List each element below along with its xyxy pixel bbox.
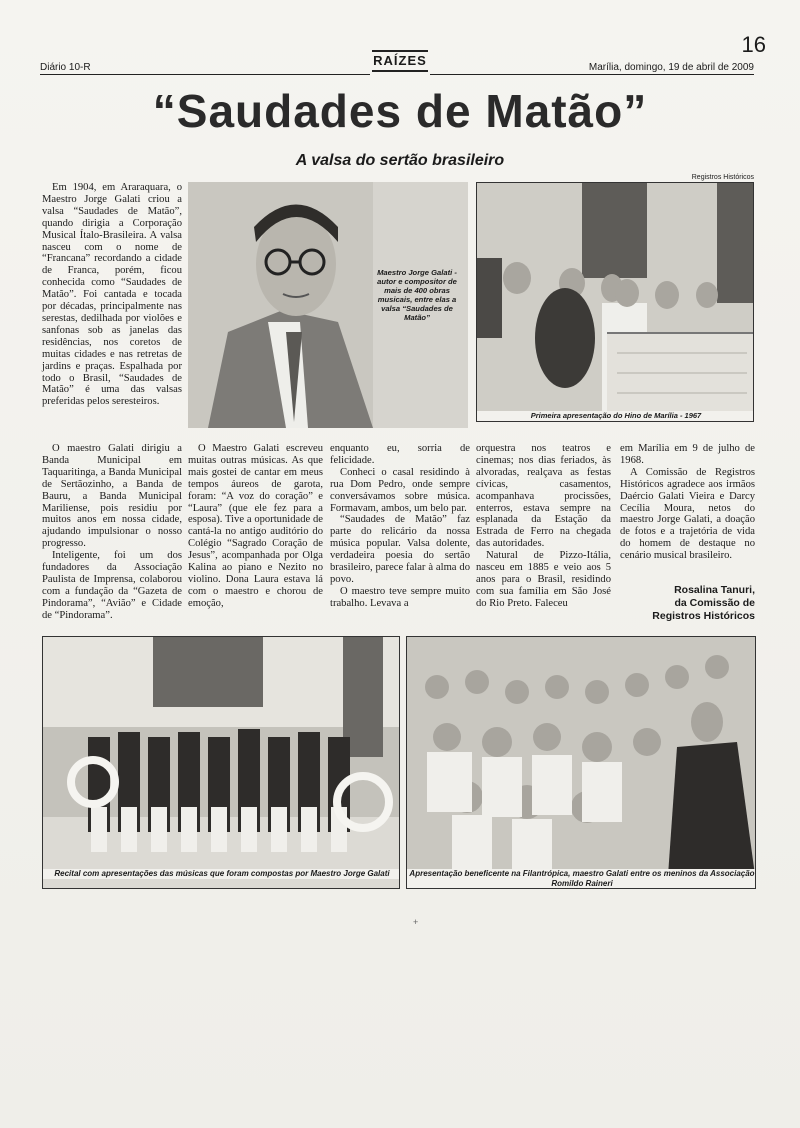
article-column-3 — [330, 443, 470, 610]
recital-band-image — [43, 637, 400, 889]
crop-mark: + — [413, 917, 419, 927]
header-rule-left — [40, 74, 370, 75]
paragraph: Inteligente, foi um dos fundadores da Associação Paulista de Imprensa, colaborou com a fundação da “Gazeta de Pindorama”, “Avião” e Cidade de “Pindorama”. — [42, 550, 182, 621]
signature-line-2: da Comissão de — [674, 597, 755, 609]
paragraph: A Comissão de Registros Históricos agradece aos irmãos Daércio Galati Vieira e Darcy Cecília Moura, netos do maestro Jorge Galati, a doação de fotos e a trajetória de vida do homem de destaque no cenário musical brasileiro. — [620, 466, 755, 562]
paragraph: orquestra nos teatros e cinemas; nos dias feriados, às alvoradas, realçava as festas cívicas, casamentos, acompanhava procissões, enterros, estava sempre na esplanada da Estação da Estrada de Ferro na chegada das autoridades. — [476, 443, 611, 550]
paragraph: em Marília em 9 de julho de 1968. — [620, 443, 755, 466]
registros-label: Registros Históricos — [691, 174, 754, 181]
article-column-1 — [42, 182, 182, 408]
paragraph: Em 1904, em Araraquara, o Maestro Jorge Galati criou a valsa “Saudades de Matão”, quando dirigia a Corporação Musical Ítalo-Brasileira. A valsa nasceu com o nome de “Francana” recordando a cidade de Franca, porém, ficou conhecida como “Saudades de Matão”. Foi cantada e tocada por décadas, principalmente nas serestas, dedilhada por violões e sanfonas sob as janelas das residências, nos coretos de muitas cidades e nas retretas de jardins e praças. Espalhada por todo o Brasil, “Saudades de Matão” é uma das valsas preferidas pelos seresteiros. — [42, 182, 182, 408]
dateline: Marília, domingo, 19 de abril de 2009 — [588, 62, 754, 73]
filantropica-caption: Apresentação beneficente na Filantrópica, maestro Galati entre os meninos da Associação Romildo Raineri — [407, 869, 756, 889]
portrait-caption: Maestro Jorge Galati - autor e compositor de mais de 400 obras musicais, entre elas a valsa “Saudades de Matão” — [377, 268, 457, 322]
article-column-5 — [620, 443, 755, 562]
article-column-4 — [476, 443, 611, 610]
paragraph: O maestro Galati dirigiu a Banda Municipal em Taquaritinga, a Banda Municipal de Sertãozinho, a Banda de Bauru, a Banda Municipal Mariliense, pois residiu por muitos anos em nossa cidade, ajudando impulsionar o nosso progresso. — [42, 443, 182, 550]
recital-caption: Recital com apresentações das músicas que foram compostas por Maestro Jorge Galati — [43, 869, 400, 879]
section-label: Diário 10-R — [40, 62, 91, 73]
article-column-1b — [42, 443, 182, 622]
hino-de-marilia-image — [477, 183, 754, 422]
page-number: 16 — [741, 32, 766, 57]
column-name: RAÍZES — [372, 50, 428, 72]
article-column-2 — [188, 443, 323, 610]
signature — [600, 584, 755, 623]
article-title: “Saudades de Matão” — [152, 85, 648, 137]
paragraph: Conheci o casal residindo à rua Dom Pedro, onde sempre conversávamos sobre música. Formavam, ambos, um belo par. — [330, 466, 470, 514]
hino-caption: Primeira apresentação do Hino de Marília - 1967 — [477, 411, 754, 421]
filantropica-photo — [406, 636, 756, 889]
paragraph: “Saudades de Matão” faz parte do relicário da nossa música popular. Valsa dolente, verdadeira poesia do sertão brasileiro, parece falar à alma do povo. — [330, 514, 470, 585]
signature-line-3: Registros Históricos — [652, 610, 755, 622]
portrait-photo — [188, 182, 468, 428]
hino-photo — [476, 182, 754, 422]
paragraph: enquanto eu, sorria de felicidade. — [330, 443, 470, 466]
paragraph: Natural de Pizzo-Itália, nasceu em 1885 e veio aos 5 anos para o Brasil, residindo com sua família em São José do Rio Preto. Faleceu — [476, 550, 611, 609]
paragraph: O maestro teve sempre muito trabalho. Levava a — [330, 585, 470, 609]
filantropica-children-image — [407, 637, 756, 889]
signature-name: Rosalina Tanuri, — [674, 584, 755, 596]
header-rule-right — [430, 74, 754, 75]
article-subtitle: A valsa do sertão brasileiro — [295, 152, 505, 169]
paragraph: O Maestro Galati escreveu muitas outras músicas. As que mais gostei de cantar em meus tempos áureos de garota, foram: “A voz do coração” e “Laura” (que ele fez para a esposa). Tive a oportunidade de cantá-la no antigo auditório do Colégio “Sagrado Coração de Jesus”, acompanhada por Olga Kalina ao piano e Nezito no violino. Dona Laura estava lá com o maestro e chorou de emoção, — [188, 443, 323, 609]
recital-photo — [42, 636, 400, 889]
